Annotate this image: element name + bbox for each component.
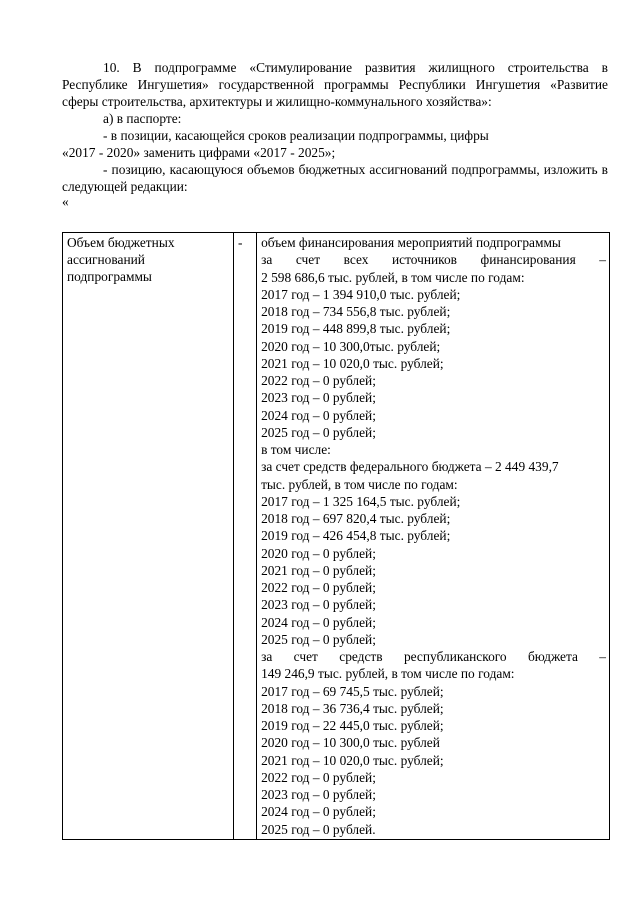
table-content-line: 2018 год – 36 736,4 тыс. рублей; [261,700,444,716]
opening-quote-mark: « [62,194,69,209]
table-label-cell [63,233,234,840]
table-content-line: 2022 год – 0 рублей; [261,373,376,388]
table-content-line: за счет средств федерального бюджета – 2 449 439,7 [261,459,559,475]
table-content-line: 2025 год – 0 рублей; [261,631,376,647]
table-row [63,233,610,840]
table-content-line: 2020 год – 10 300,0тыс. рублей; [261,338,441,354]
table-content-line: 2024 год – 0 рублей; [261,407,376,423]
paragraph-passport: а) в паспорте: [103,111,182,126]
paragraph-budget-position: - позицию, касающуюся объемов бюджетных ассигнований подпрограммы, изложить в следующей редакции: [62,162,608,194]
table-content-line: объем финансирования мероприятий подпрограммы [261,235,561,250]
table-content-line: 2020 год – 0 рублей; [261,545,376,561]
table-content-line: 2019 год – 22 445,0 тыс. рублей; [261,718,444,733]
document-body [62,59,608,209]
table-content-line: 2023 год – 0 рублей; [261,787,376,802]
table-dash-text: - [237,235,243,250]
table-label-text: Объем бюджетных ассигнований подпрограммы [67,235,175,284]
table-content-line: 2017 год – 69 745,5 тыс. рублей; [261,683,444,699]
table-content-line: 2023 год – 0 рублей; [261,597,376,613]
paragraph-amendment-10: 10. В подпрограмме «Стимулирование развития жилищного строительства в Республике Ингушетия» государственной программы Республики Ингушетия «Развитие сферы строительства, архитектуры и жилищно-коммунального хозяйства»: [62,60,608,109]
table-content-line: 2018 год – 697 820,4 тыс. рублей; [261,511,451,526]
table-content-line: 2024 год – 0 рублей; [261,804,376,820]
table-content-line: 2020 год – 10 300,0 тыс. рублей [261,735,440,751]
table-content-line: 2021 год – 10 020,0 тыс. рублей; [261,355,444,371]
table-content-line: 2021 год – 10 020,0 тыс. рублей; [261,752,444,768]
table-content-line: 2017 год – 1 325 164,5 тыс. рублей; [261,493,461,509]
table-content-line: 2018 год – 734 556,8 тыс. рублей; [261,304,451,319]
paragraph-terms-replacement: «2017 - 2020» заменить цифрами «2017 - 2025»; [62,145,336,160]
table-content-line: за счет всех источников финансирования – [261,252,606,268]
table-content-line: за счет средств республиканского бюджета – [261,649,606,664]
table-content-line: 2021 год – 0 рублей; [261,562,376,578]
table-content-line: 149 246,9 тыс. рублей, в том числе по годам: [261,666,515,682]
table-content-line: 2019 год – 448 899,8 тыс. рублей; [261,321,451,337]
table-content-line: тыс. рублей, в том числе по годам: [261,476,458,492]
table-content-line: 2019 год – 426 454,8 тыс. рублей; [261,528,451,544]
table-content-line: 2 598 686,6 тыс. рублей, в том числе по годам: [261,269,525,285]
table-content-line: 2025 год – 0 рублей. [261,821,376,837]
table-content-line: 2024 год – 0 рублей; [261,614,376,630]
budget-allocation-table [62,232,610,840]
table-content-line: 2017 год – 1 394 910,0 тыс. рублей; [261,286,461,302]
table-content-line: 2022 год – 0 рублей; [261,769,376,785]
table-content-line: 2022 год – 0 рублей; [261,580,376,595]
paragraph-terms-position: - в позиции, касающейся сроков реализации подпрограммы, цифры [103,128,489,143]
table-dash-cell [233,233,256,840]
table-content-line: 2025 год – 0 рублей; [261,424,376,440]
table-content-cell [257,233,610,840]
table-content-line: в том числе: [261,442,331,457]
table-content-line: 2023 год – 0 рублей; [261,390,376,406]
